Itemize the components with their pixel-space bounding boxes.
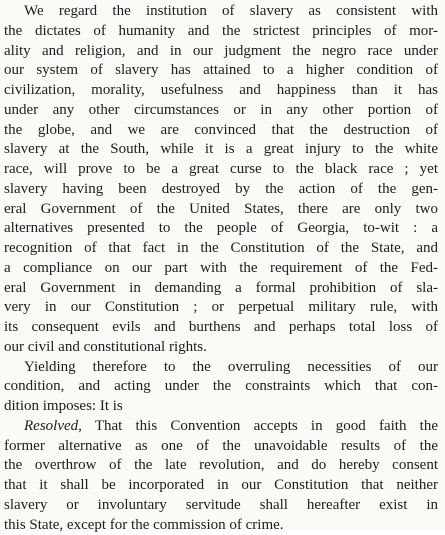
text-line: race, will prove to be a great curse to the black race ; yet bbox=[4, 160, 438, 180]
text-line: condition, and acting under the constraints which that con- bbox=[4, 377, 438, 397]
text-line: very in our Constitution ; or perpetual military rule, with bbox=[4, 298, 438, 318]
text-line: slavery at the South, while it is a great injury to the white bbox=[4, 140, 438, 160]
paragraph-slavery-institution bbox=[4, 2, 438, 358]
text-line: alternatives presented to the people of Georgia, to-wit : a bbox=[4, 219, 438, 239]
text-line: the globe, and we are convinced that the destruction of bbox=[4, 121, 438, 141]
paragraph-resolved bbox=[4, 417, 438, 535]
text-line: Yielding therefore to the overruling necessities of our bbox=[4, 358, 438, 378]
text-line: dition imposes: It is bbox=[4, 397, 438, 417]
text-line: its consequent evils and burthens and perhaps total loss of bbox=[4, 318, 438, 338]
text-line: We regard the institution of slavery as consistent with bbox=[4, 2, 438, 22]
text-line: this State, except for the commission of crime. bbox=[4, 516, 438, 535]
text-line: eral Government in demanding a formal prohibition of sla- bbox=[4, 279, 438, 299]
text-line: that it shall be incorporated in our Constitution that neither bbox=[4, 476, 438, 496]
text-line: civilization, morality, usefulness and happiness than it has bbox=[4, 81, 438, 101]
text-line: under any other circumstances or in any other portion of bbox=[4, 101, 438, 121]
text-line: recognition of that fact in the Constitution of the State, and bbox=[4, 239, 438, 259]
text-line: slavery or involuntary servitude shall hereafter exist in bbox=[4, 496, 438, 516]
paragraph-yielding bbox=[4, 358, 438, 417]
text-line: our system of slavery has attained to a higher condition of bbox=[4, 61, 438, 81]
text-line: our civil and constitutional rights. bbox=[4, 338, 438, 358]
text-line: former alternative as one of the unavoidable results of the bbox=[4, 437, 438, 457]
text-line: eral Government of the United States, there are only two bbox=[4, 200, 438, 220]
text-line: the dictates of humanity and the strictest principles of mor- bbox=[4, 22, 438, 42]
text-line: ality and religion, and in our judgment the negro race under bbox=[4, 42, 438, 62]
resolved-italic: Resolved, bbox=[24, 418, 82, 434]
text-line-resolved: Resolved, That this Convention accepts in good faith the bbox=[4, 417, 438, 437]
text-line: slavery having been destroyed by the action of the gen- bbox=[4, 180, 438, 200]
document-text bbox=[4, 2, 438, 535]
text-line: a compliance on our part with the requirement of the Fed- bbox=[4, 259, 438, 279]
text-line: the overthrow of the late revolution, and do hereby consent bbox=[4, 456, 438, 476]
